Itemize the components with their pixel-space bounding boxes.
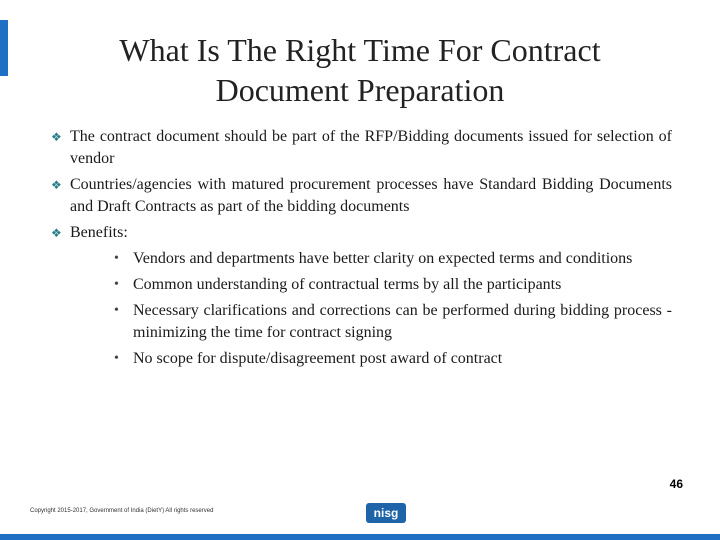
sub-bullet-list: [50, 248, 672, 370]
sub-bullet-text: Common understanding of contractual terms by all the participants: [133, 276, 562, 293]
slide-title: What Is The Right Time For Contract Document Preparation: [119, 32, 601, 108]
bullet-text: The contract document should be part of the RFP/Bidding documents issued for selection of vendor: [70, 128, 672, 167]
sub-bullet-item: [112, 248, 672, 270]
sub-bullet-text: Vendors and departments have better clarity on expected terms and conditions: [133, 250, 633, 267]
bullet-text: Countries/agencies with matured procurement processes have Standard Bidding Documents and Draft Contracts as part of the bidding documents: [70, 176, 672, 215]
sub-bullet-item: [112, 274, 672, 296]
slide-content: [50, 126, 672, 374]
diamond-bullet-icon: ❖: [51, 130, 62, 144]
nisg-logo: nisg: [366, 503, 406, 523]
sub-bullet-text: No scope for dispute/disagreement post award of contract: [133, 350, 503, 367]
sub-bullet-item: [112, 300, 672, 344]
sub-bullet-item: [112, 348, 672, 370]
copyright-notice: Copyright 2015-2017, Government of India (DietY) All rights reserved: [30, 508, 214, 514]
dot-bullet-icon: •: [114, 351, 119, 366]
dot-bullet-icon: •: [114, 251, 119, 266]
dot-bullet-icon: •: [114, 277, 119, 292]
bottom-accent-bar: [0, 534, 720, 540]
bullet-item: [50, 126, 672, 170]
sub-bullet-text: Necessary clarifications and corrections can be performed during bidding process - minimizing the time for contract signing: [133, 302, 672, 341]
bullet-text: Benefits:: [70, 224, 128, 241]
bullet-item: [50, 222, 672, 244]
title-accent-bar: [0, 20, 8, 76]
diamond-bullet-icon: ❖: [51, 226, 62, 240]
dot-bullet-icon: •: [114, 303, 119, 318]
bullet-item: [50, 174, 672, 218]
diamond-bullet-icon: ❖: [51, 178, 62, 192]
page-number: 46: [669, 477, 683, 491]
